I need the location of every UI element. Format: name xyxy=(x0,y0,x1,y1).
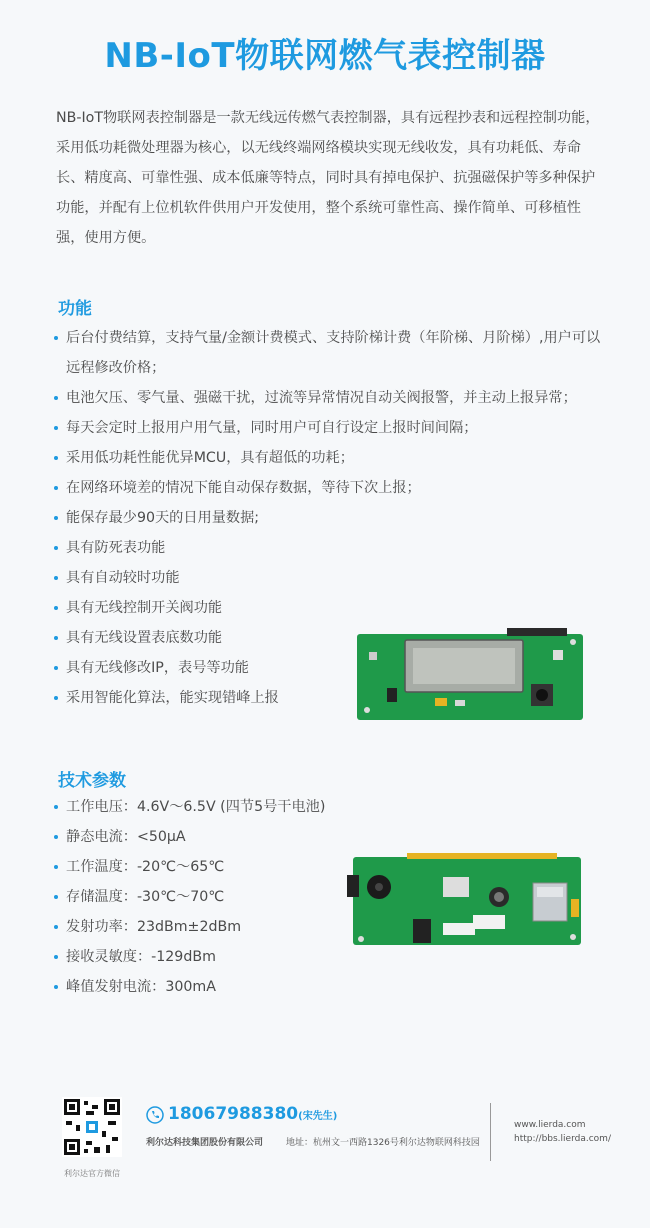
feature-item xyxy=(52,503,612,533)
bullet-icon xyxy=(54,396,58,400)
bullet-icon xyxy=(54,805,58,809)
feature-item xyxy=(52,413,612,443)
spec-text: 工作电压：4.6V～6.5V (四节5号干电池) xyxy=(66,799,326,815)
bullet-icon xyxy=(54,516,58,520)
qr-code-icon xyxy=(62,1097,122,1157)
spec-item xyxy=(52,792,612,822)
feature-item xyxy=(52,383,612,413)
specs-heading: 技术参数 xyxy=(58,771,126,791)
bullet-icon xyxy=(54,486,58,490)
phone-icon xyxy=(146,1106,164,1124)
spec-text: 工作温度：-20℃～65℃ xyxy=(66,859,225,875)
feature-text: 具有无线修改IP，表号等功能 xyxy=(66,660,249,676)
spec-text: 接收灵敏度：-129dBm xyxy=(66,949,216,965)
feature-item xyxy=(52,563,612,593)
feature-text: 在网络环境差的情况下能自动保存数据，等待下次上报； xyxy=(66,480,421,496)
feature-text: 每天会定时上报用户用气量，同时用户可自行设定上报时间间隔； xyxy=(66,420,478,436)
website-link[interactable]: www.lierda.com xyxy=(514,1120,586,1130)
bullet-icon xyxy=(54,696,58,700)
bullet-icon xyxy=(54,576,58,580)
feature-text: 具有防死表功能 xyxy=(66,540,166,556)
lcd-controller-board-image xyxy=(357,628,583,722)
feature-item xyxy=(52,473,612,503)
feature-item xyxy=(52,443,612,473)
bullet-icon xyxy=(54,955,58,959)
phone-number: 18067988380 xyxy=(168,1104,299,1124)
spec-item xyxy=(52,822,612,852)
bullet-icon xyxy=(54,606,58,610)
feature-text: 具有无线控制开关阀功能 xyxy=(66,600,223,616)
feature-text: 具有自动较时功能 xyxy=(66,570,180,586)
bullet-icon xyxy=(54,666,58,670)
bullet-icon xyxy=(54,636,58,640)
feature-text: 后台付费结算，支持气量/金额计费模式、支持阶梯计费（年阶梯、月阶梯）,用户可以远程修改价格； xyxy=(66,330,601,376)
bullet-icon xyxy=(54,426,58,430)
bullet-icon xyxy=(54,925,58,929)
contact-name: (宋先生) xyxy=(298,1111,338,1122)
feature-text: 能保存最少90天的日用量数据; xyxy=(66,510,260,526)
features-heading: 功能 xyxy=(58,299,92,319)
feature-text: 具有无线设置表底数功能 xyxy=(66,630,223,646)
feature-item xyxy=(52,533,612,563)
bullet-icon xyxy=(54,895,58,899)
spec-text: 存储温度：-30℃～70℃ xyxy=(66,889,225,905)
feature-text: 采用智能化算法，能实现错峰上报 xyxy=(66,690,279,706)
bullet-icon xyxy=(54,336,58,340)
spec-text: 发射功率：23dBm±2dBm xyxy=(66,919,242,935)
intro-paragraph: NB-IoT物联网表控制器是一款无线远传燃气表控制器，具有远程抄表和远程控制功能，采用低功耗微处理器为核心，以无线终端网络模块实现无线收发，具有功耗低、寿命长、精度高、可靠性强、成本低廉等特点，同时具有掉电保护、抗强磁保护等多种保护功能，并配有上位机软件供用户开发使用，整个系统可靠性高、操作简单、可移植性强，使用方便。 xyxy=(56,110,600,246)
feature-item xyxy=(52,593,612,623)
contact-phone xyxy=(168,1104,337,1124)
bullet-icon xyxy=(54,546,58,550)
bullet-icon xyxy=(54,985,58,989)
company-address: 地址：杭州文一西路1326号利尔达物联网科技园 xyxy=(286,1138,480,1148)
company-name: 利尔达科技集团股份有限公司 xyxy=(146,1138,264,1148)
bullet-icon xyxy=(54,835,58,839)
bullet-icon xyxy=(54,456,58,460)
forum-link[interactable]: http://bbs.lierda.com/ xyxy=(514,1134,611,1144)
spec-text: 静态电流：<50μA xyxy=(66,829,186,845)
feature-item xyxy=(52,323,612,383)
bullet-icon xyxy=(54,865,58,869)
footer-divider xyxy=(490,1103,491,1161)
feature-text: 电池欠压、零气量、强磁干扰，过流等异常情况自动关阀报警，并主动上报异常； xyxy=(66,390,577,406)
feature-text: 采用低功耗性能优异MCU，具有超低的功耗； xyxy=(66,450,354,466)
qr-caption: 利尔达官方微信 xyxy=(64,1169,120,1178)
spec-text: 峰值发射电流：300mA xyxy=(66,979,216,995)
spec-item xyxy=(52,972,612,1002)
nb-iot-module-board-image xyxy=(347,853,585,949)
page-title: NB-IoT物联网燃气表控制器 xyxy=(104,36,546,76)
